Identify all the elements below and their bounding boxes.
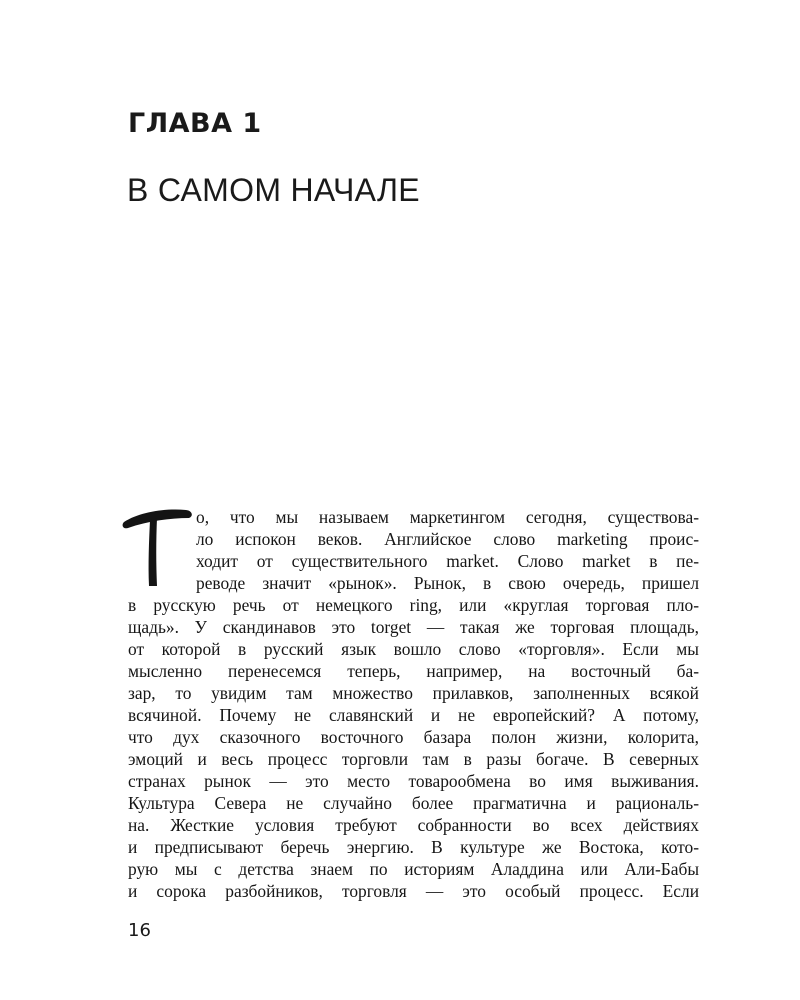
page-number: 16 xyxy=(128,920,151,941)
text-line: ходит от существительного market. Слово market в пе- xyxy=(196,551,699,571)
text-line: щадь». У скандинавов это torget — такая же торговая площадь, xyxy=(128,617,699,637)
text-line: рую мы с детства знаем по историям Аладдина или Али-Бабы xyxy=(128,859,699,879)
text-line: и сорока разбойников, торговля — это особый процесс. Если xyxy=(128,881,699,901)
text-line: реводе значит «рынок». Рынок, в свою очередь, пришел xyxy=(196,573,699,593)
text-line: мысленно перенесемся теперь, например, на восточный ба- xyxy=(128,661,699,681)
text-line: всячиной. Почему не славянский и не европейский? А потому, xyxy=(128,705,699,725)
text-line: на. Жесткие условия требуют собранности во всех действиях xyxy=(128,815,699,835)
text-line: и предписывают беречь энергию. В культуре же Востока, кото- xyxy=(128,837,699,857)
text-line: эмоций и весь процесс торговли там в разы богаче. В северных xyxy=(128,749,699,769)
text-line: странах рынок — это место товарообмена во имя выживания. xyxy=(128,771,699,791)
body-paragraph xyxy=(128,506,699,902)
text-line: зар, то увидим там множество прилавков, заполненных всякой xyxy=(128,683,699,703)
text-line: Культура Севера не случайно более прагматична и рациональ- xyxy=(128,793,699,813)
chapter-label: ГЛАВА 1 xyxy=(128,108,262,139)
text-line: о, что мы называем маркетингом сегодня, существова- xyxy=(196,507,699,527)
text-line: что дух сказочного восточного базара полон жизни, колорита, xyxy=(128,727,699,747)
text-line: ло испокон веков. Английское слово marketing проис- xyxy=(196,529,699,549)
chapter-title: В САМОМ НАЧАЛЕ xyxy=(127,172,420,208)
text-line: от которой в русский язык вошло слово «торговля». Если мы xyxy=(128,639,699,659)
text-line: в русскую речь от немецкого ring, или «круглая торговая пло- xyxy=(128,595,699,615)
